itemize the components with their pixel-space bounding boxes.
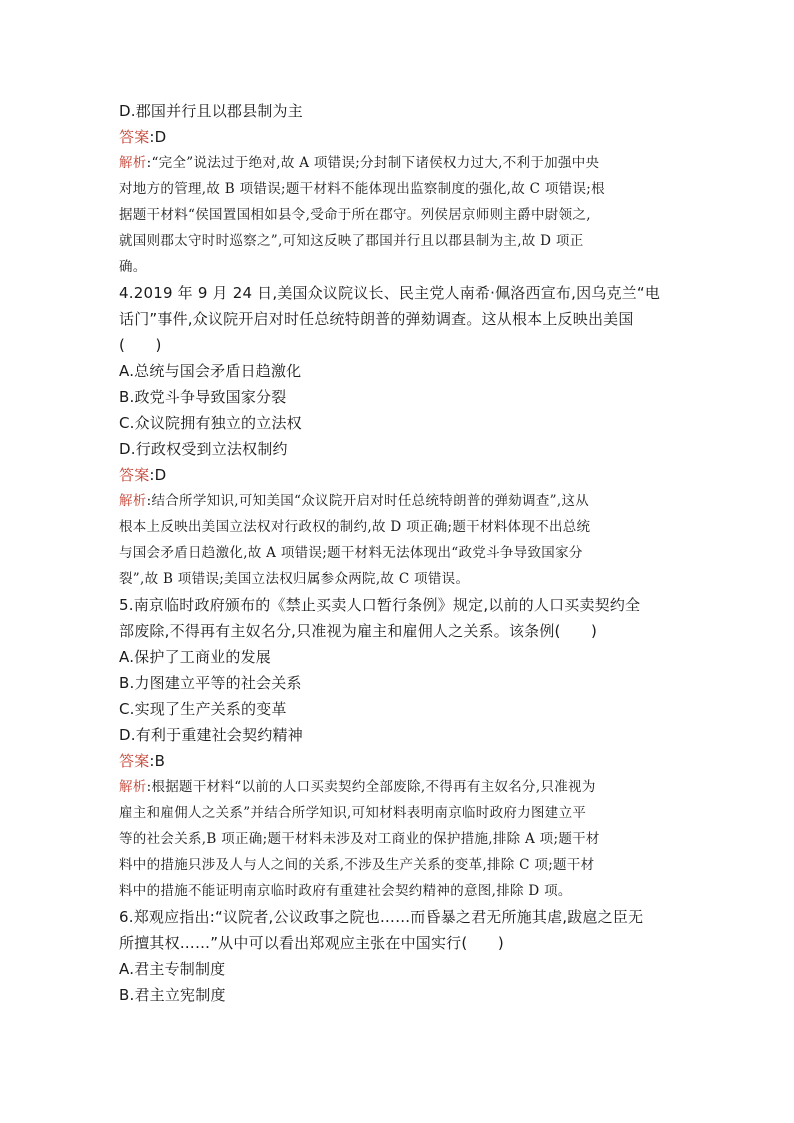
- q5-option-c: C.实现了生产关系的变革: [119, 700, 287, 718]
- q4-explanation-line: 裂”,故 B 项错误;美国立法权归属参众两院,故 C 项错误。: [119, 571, 470, 587]
- q4-stem-line: 4.2019 年 9 月 24 日,美国众议院议长、民主党人南希·佩洛西宣布,因乌克兰“电: [119, 284, 661, 302]
- q4-stem-line: 话门”事件,众议院开启对时任总统特朗普的弹劾调查。这从根本上反映出美国: [119, 310, 634, 328]
- question-3: [119, 98, 679, 280]
- q5-option-b: B.力图建立平等的社会关系: [119, 674, 302, 692]
- q6-option-a: A.君主专制制度: [119, 960, 226, 978]
- q5-explanation-line: 料中的措施不能证明南京临时政府有重建社会契约精神的意图,排除 D 项。: [119, 883, 572, 899]
- q3-explanation-line: 对地方的管理,故 B 项错误;题干材料不能体现出监察制度的强化,故 C 项错误;根: [119, 181, 605, 197]
- q3-explanation-line: 据题干材料“侯国置国相如县令,受命于所在郡守。列侯居京师则主爵中尉领之,: [119, 207, 591, 223]
- q3-answer: [119, 124, 679, 150]
- q3-explanation-line: 确。: [119, 259, 147, 275]
- q5-option-a: A.保护了工商业的发展: [119, 648, 271, 666]
- q3-option-d: D.郡国并行且以郡县制为主: [119, 102, 303, 120]
- q4-explanation-line: 解析:结合所学知识,可知美国“众议院开启对时任总统特朗普的弹劾调查”,这从: [119, 493, 590, 509]
- q5-explanation-line: 等的社会关系,B 项正确;题干材料未涉及对工商业的保护措施,排除 A 项;题干材: [119, 831, 600, 847]
- explanation-label: 解析: [119, 779, 147, 795]
- q5-explanation-line: 解析:根据题干材料“以前的人口买卖契约全部废除,不得再有主奴名分,只准视为: [119, 779, 596, 795]
- explanation-label: 解析: [119, 155, 147, 171]
- q4-stem-line: ( ): [119, 336, 162, 354]
- q6-stem-line: 所擅其权……”从中可以看出郑观应主张在中国实行( ): [119, 934, 504, 952]
- answer-value: :D: [149, 128, 167, 146]
- q5-explanation-line: 料中的措施只涉及人与人之间的关系,不涉及生产关系的变革,排除 C 项;题干材: [119, 857, 595, 873]
- q4-option-a: A.总统与国会矛盾日趋激化: [119, 362, 302, 380]
- answer-value: :B: [149, 752, 166, 770]
- question-5: [119, 592, 679, 904]
- document-content: [119, 98, 679, 1008]
- q4-option-b: B.政党斗争导致国家分裂: [119, 388, 287, 406]
- q5-stem-line: 部废除,不得再有主奴名分,只准视为雇主和雇佣人之关系。该条例( ): [119, 622, 598, 640]
- answer-label: 答案: [119, 128, 150, 146]
- q4-explanation-line: 与国会矛盾日趋激化,故 A 项错误;题干材料无法体现出“政党斗争导致国家分: [119, 545, 583, 561]
- q4-option-d: D.行政权受到立法权制约: [119, 440, 288, 458]
- q5-explanation-line: 雇主和雇佣人之关系”并结合所学知识,可知材料表明南京临时政府力图建立平: [119, 805, 587, 821]
- q4-option-c: C.众议院拥有独立的立法权: [119, 414, 302, 432]
- question-4: [119, 280, 679, 592]
- q3-explanation-line: 就国则郡太守时时巡察之”,可知这反映了郡国并行且以郡县制为主,故 D 项正: [119, 233, 584, 249]
- answer-label: 答案: [119, 752, 150, 770]
- q6-stem-line: 6.郑观应指出:“议院者,公议政事之院也……而昏暴之君无所施其虐,跋扈之臣无: [119, 908, 644, 926]
- answer-value: :D: [149, 466, 167, 484]
- q4-explanation-line: 根本上反映出美国立法权对行政权的制约,故 D 项正确;题干材料体现不出总统: [119, 519, 591, 535]
- q6-option-b: B.君主立宪制度: [119, 986, 226, 1004]
- answer-label: 答案: [119, 466, 150, 484]
- q3-explanation-line: 解析:“完全”说法过于绝对,故 A 项错误;分封制下诸侯权力过大,不利于加强中央: [119, 155, 600, 171]
- q4-answer: [119, 462, 679, 488]
- explanation-label: 解析: [119, 493, 147, 509]
- q5-stem-line: 5.南京临时政府颁布的《禁止买卖人口暂行条例》规定,以前的人口买卖契约全: [119, 596, 641, 614]
- q5-option-d: D.有利于重建社会契约精神: [119, 726, 303, 744]
- q5-answer: [119, 748, 679, 774]
- question-6: [119, 904, 679, 1008]
